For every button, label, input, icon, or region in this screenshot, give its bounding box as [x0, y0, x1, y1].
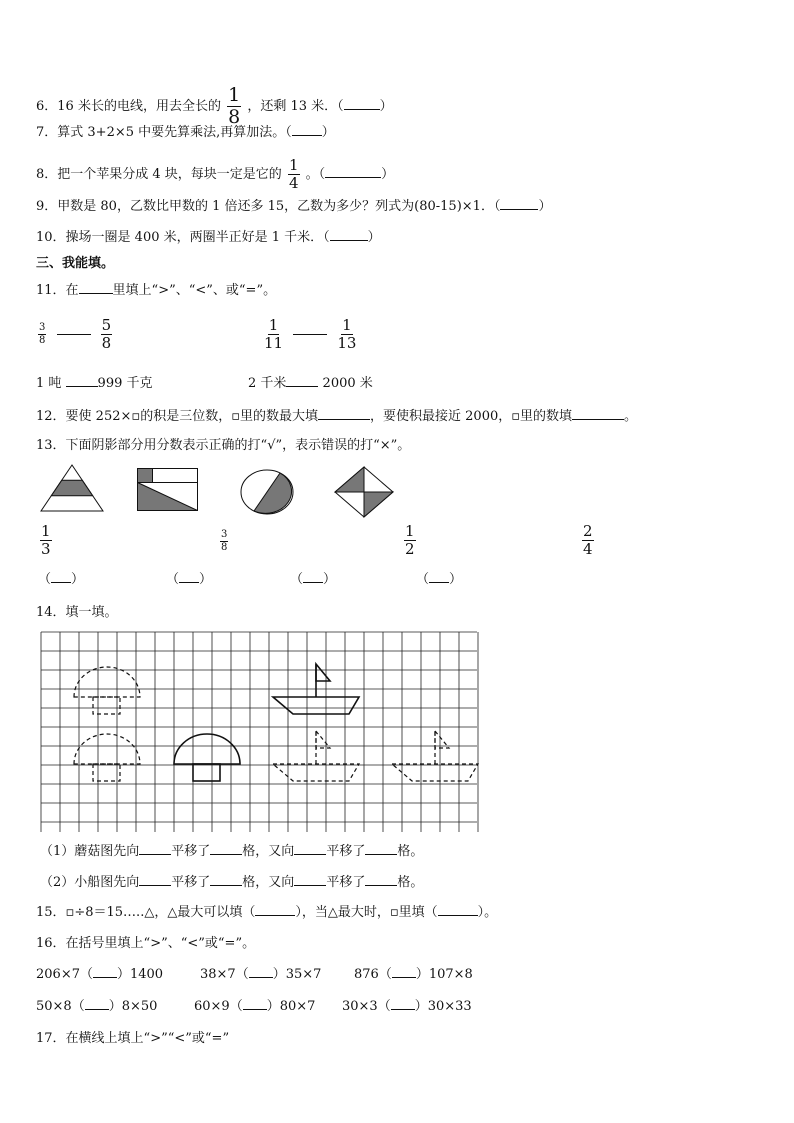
question-11: 11．在 里填上“>”、“<”、或“=”。 [36, 283, 277, 298]
answer-blank-16c[interactable] [392, 977, 416, 978]
q16-row2-item1: 50×8（ ）8×50 [36, 999, 158, 1014]
answer-blank-7[interactable] [292, 135, 322, 136]
q13-fraction-1: $\frac{1}{3}$ [41, 522, 51, 558]
answer-blank-16b[interactable] [249, 977, 273, 978]
answer-blank-14f[interactable] [210, 885, 242, 886]
q6-text: 6．16 米长的电线，用去全长的 [36, 99, 221, 114]
shape-circle [240, 469, 294, 515]
answer-blank-14b[interactable] [210, 854, 242, 855]
boat-dashed-right [392, 731, 478, 781]
answer-blank-14d[interactable] [365, 854, 397, 855]
answer-blank-15a[interactable] [255, 915, 295, 916]
answer-blank-13c[interactable] [303, 582, 323, 583]
answer-blank-8[interactable] [325, 177, 381, 178]
question-14: 14．填一填。 [36, 605, 118, 620]
question-15: 15．▫÷8＝15…..△，△最大可以填（ ），当△最大时，▫里填（ ）。 [36, 905, 498, 920]
answer-blank-13d[interactable] [429, 582, 449, 583]
q16-row1-item1: 206×7（ ）1400 [36, 967, 164, 982]
answer-blank-14e[interactable] [139, 885, 171, 886]
q14-sub1: （1）蘑菇图先向 平移了 格，又向 平移了 格。 [40, 844, 424, 859]
answer-blank-14a[interactable] [139, 854, 171, 855]
question-6: 6．16 米长的电线，用去全长的 $\frac{1}{8}$ ，还剩 13 米．（ ） [36, 84, 393, 128]
question-13: 13．下面阴影部分用分数表示正确的打“√”，表示错误的打“×”。 [36, 438, 411, 453]
q13-answer-4: （ ） [416, 572, 463, 587]
answer-blank-16e[interactable] [243, 1009, 267, 1010]
shape-diamond [334, 466, 394, 518]
answer-blank-15b[interactable] [438, 915, 478, 916]
question-12: 12．要使 252×▫的积是三位数，▫里的数最大填 ，要使积最接近 2000，▫里的数填 。 [36, 409, 638, 424]
answer-blank-16f[interactable] [391, 1009, 415, 1010]
compare-blank-4[interactable] [286, 386, 318, 387]
mushroom-solid [174, 734, 240, 781]
question-8: 8．把一个苹果分成 4 块，每块一定是它的 $\frac{1}{4}$ 。（ ） [36, 156, 395, 192]
q13-fraction-2: $\frac{3}{8}$ [221, 529, 228, 553]
shape-rectangle [137, 468, 199, 512]
answer-blank-6[interactable] [344, 109, 380, 110]
answer-blank-14h[interactable] [365, 885, 397, 886]
answer-blank-16a[interactable] [93, 977, 117, 978]
mushroom-dashed-top [74, 667, 140, 714]
fraction-1-4: $\frac{1}{4}$ [288, 156, 299, 192]
q13-fraction-4: $\frac{2}{4}$ [583, 522, 593, 558]
q11-unit-compare-1: 1 吨 999 千克 [36, 376, 153, 391]
question-7: 7．算式 3+2×5 中要先算乘法,再算加法。（ ） [36, 125, 335, 140]
q16-row1-item2: 38×7（ ）35×7 [200, 967, 322, 982]
answer-blank-13b[interactable] [179, 582, 199, 583]
q13-fraction-3: $\frac{1}{2}$ [405, 522, 415, 558]
answer-blank-9[interactable] [500, 209, 538, 210]
q16-row2-item3: 30×3（ ）30×33 [342, 999, 472, 1014]
blank-sample [79, 293, 113, 294]
shape-triangle [40, 464, 104, 512]
section-heading: 三、我能填。 [36, 256, 115, 271]
q13-answer-2: （ ） [166, 572, 213, 587]
answer-blank-10[interactable] [330, 240, 368, 241]
q16-row1-item3: 876（ ）107×8 [354, 967, 473, 982]
boat-dashed-middle [273, 731, 359, 781]
compare-blank-1[interactable] [57, 334, 91, 335]
compare-blank-2[interactable] [293, 334, 327, 335]
answer-blank-14c[interactable] [294, 854, 326, 855]
answer-blank-13a[interactable] [51, 582, 71, 583]
mushroom-dashed-bottom [74, 734, 140, 781]
q11-unit-compare-2: 2 千米 2000 米 [248, 376, 373, 391]
translation-grid [40, 631, 480, 833]
question-17: 17．在横线上填上“>”“<”或“=” [36, 1031, 230, 1046]
answer-blank-12a[interactable] [318, 419, 370, 420]
q16-row2-item2: 60×9（ ）80×7 [194, 999, 316, 1014]
answer-blank-16d[interactable] [85, 1009, 109, 1010]
q14-sub2: （2）小船图先向 平移了 格，又向 平移了 格。 [40, 875, 424, 890]
q11-fraction-pair-2: $\frac{1}{11}$ $\frac{1}{13}$ [264, 316, 357, 352]
answer-blank-14g[interactable] [294, 885, 326, 886]
q11-fraction-pair-1: $\frac{3}{8}$ $\frac{5}{8}$ [39, 316, 112, 352]
answer-blank-12b[interactable] [572, 419, 624, 420]
q13-answer-1: （ ） [38, 572, 85, 587]
compare-blank-3[interactable] [66, 386, 98, 387]
question-9: 9．甲数是 80，乙数比甲数的 1 倍还多 15，乙数为多少？列式为(80-15)×1．（ ） [36, 199, 552, 214]
question-10: 10．操场一圈是 400 米，两圈半正好是 1 千米．（ ） [36, 230, 381, 245]
question-16: 16．在括号里填上“>”、“<”或“=”。 [36, 936, 256, 951]
fraction-1-8: $\frac{1}{8}$ [228, 84, 241, 128]
q13-answer-3: （ ） [290, 572, 337, 587]
